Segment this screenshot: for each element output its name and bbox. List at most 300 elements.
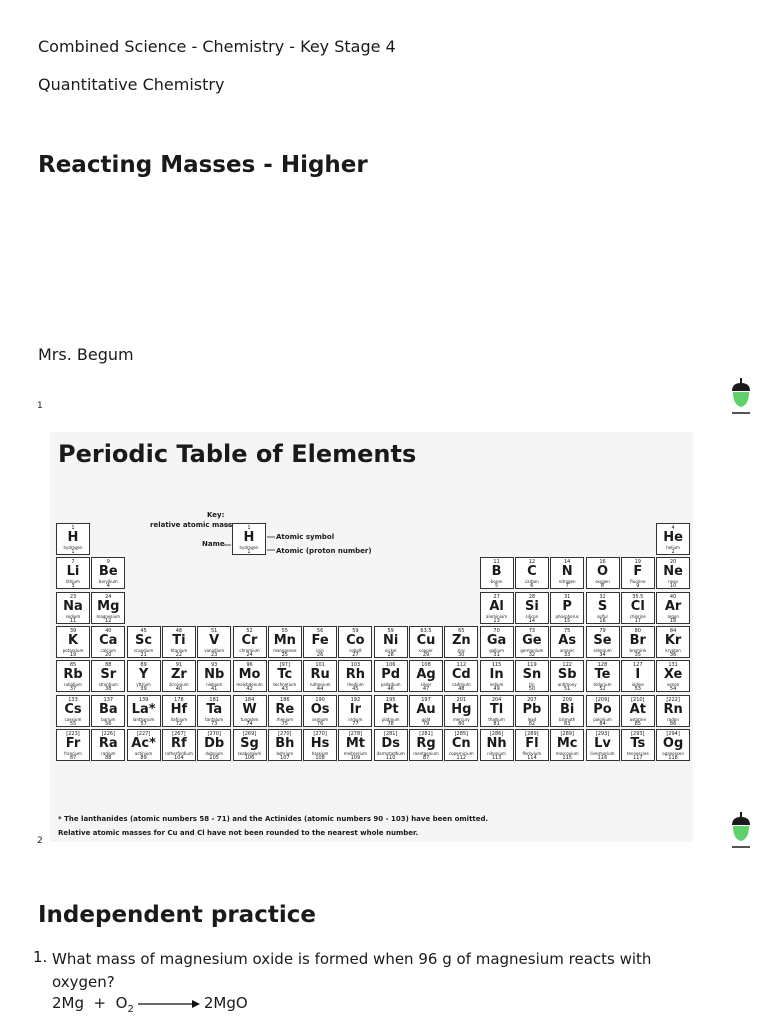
chemical-equation: [52, 994, 248, 1015]
element-cell-rn: [656, 695, 690, 727]
element-symbol: La*: [131, 701, 156, 717]
element-name: flerovium: [522, 750, 542, 756]
element-mass: [226]: [101, 730, 116, 737]
element-number: 88: [105, 754, 112, 761]
element-cell-kr: [656, 626, 690, 658]
element-number: 109: [350, 754, 361, 761]
element-name: livermorium: [590, 750, 615, 756]
element-cell-p: [550, 592, 584, 624]
element-cell-al: [480, 592, 514, 624]
element-mass: [289]: [525, 730, 539, 737]
element-name: zinc: [457, 647, 466, 653]
element-cell-zn: [444, 626, 478, 658]
element-cell-sn: [515, 660, 549, 692]
element-name: nickel: [384, 647, 397, 653]
key-number-label: Atomic (proton number): [276, 547, 372, 555]
element-number: 25: [281, 651, 288, 658]
element-cell-si: [515, 592, 549, 624]
element-symbol: Be: [98, 564, 118, 580]
element-mass: 48: [175, 627, 183, 634]
element-number: 35: [634, 651, 641, 658]
equation-subscript: 2: [127, 1004, 134, 1015]
element-mass: 39: [69, 627, 77, 634]
element-name: rutherfordium: [164, 750, 193, 756]
element-mass: 73: [528, 627, 536, 634]
element-mass: 197: [421, 696, 431, 703]
element-name: iodine: [631, 682, 644, 688]
element-mass: [209]: [595, 696, 610, 703]
element-cell-ti: [162, 626, 196, 658]
element-mass: 75: [564, 627, 571, 634]
element-number: 19: [69, 651, 77, 658]
element-symbol: He: [663, 530, 683, 545]
element-number: 118: [668, 754, 678, 761]
element-cell-mo: [233, 660, 267, 692]
element-name: arsenic: [559, 647, 575, 653]
element-number: 23: [211, 651, 218, 658]
element-number: 8: [600, 583, 605, 590]
element-mass: 85: [69, 662, 77, 669]
element-symbol: S: [597, 598, 608, 614]
element-mass: [223]: [66, 730, 80, 737]
element-symbol: Nh: [486, 735, 507, 751]
element-mass: [269]: [242, 730, 257, 737]
element-symbol: Al: [489, 598, 504, 614]
element-cell-bi: [550, 695, 584, 727]
element-symbol: Ge: [522, 632, 542, 648]
element-mass: 103: [350, 662, 361, 669]
element-cell-po: [586, 695, 620, 727]
equation-reactants: 2Mg + O: [52, 994, 128, 1012]
element-name: carbon: [524, 579, 539, 585]
element-symbol: Xe: [663, 667, 683, 683]
element-name: rhenium: [276, 716, 294, 722]
element-number: 81: [493, 720, 500, 727]
element-name: polonium: [593, 716, 612, 722]
element-number: 6: [530, 583, 534, 590]
element-mass: [286]: [489, 730, 504, 737]
element-name: rubidium: [64, 682, 82, 688]
element-number: 42: [246, 686, 253, 693]
element-mass: [278]: [348, 730, 363, 737]
element-symbol: Sg: [240, 735, 259, 751]
element-mass: 101: [315, 662, 325, 669]
element-number: 49: [493, 686, 500, 693]
element-symbol: Ba: [98, 701, 118, 717]
element-number: 46: [387, 686, 394, 693]
element-symbol: Rf: [171, 735, 187, 751]
element-name: tantalum: [205, 716, 224, 722]
element-symbol: Db: [204, 735, 225, 751]
element-mass: 93: [211, 662, 218, 669]
element-mass: 65: [458, 627, 465, 634]
equation-product: 2MgO: [203, 994, 248, 1012]
element-mass: 11: [493, 559, 500, 566]
element-symbol: Au: [416, 701, 436, 717]
element-symbol: Hg: [451, 701, 472, 717]
element-number: 72: [175, 720, 183, 727]
element-mass: 51: [211, 627, 218, 634]
element-name: germanium: [520, 647, 544, 653]
element-symbol: P: [562, 598, 572, 614]
element-cell-te: [586, 660, 620, 692]
element-mass: 108: [421, 662, 431, 669]
element-mass: 204: [491, 696, 502, 703]
element-mass: [293]: [595, 730, 610, 737]
element-mass: 88: [105, 662, 112, 669]
element-symbol: Mc: [556, 735, 578, 751]
element-cell-f: [621, 557, 655, 589]
key-example-number: 1: [247, 549, 251, 555]
element-name: niobium: [206, 682, 223, 688]
element-symbol: Tc: [277, 667, 293, 683]
element-cell-at: [621, 695, 655, 727]
element-mass: 32: [599, 593, 606, 600]
element-number: 86: [669, 720, 677, 727]
element-name: caesium: [64, 716, 82, 722]
element-cell-ar: [656, 592, 690, 624]
element-mass: 186: [280, 696, 290, 703]
element-mass: 35.5: [632, 593, 644, 600]
key-symbol-label: Atomic symbol: [276, 533, 335, 541]
element-cell-li: [56, 557, 90, 589]
element-symbol: Y: [138, 667, 149, 683]
element-mass: 201: [456, 696, 467, 703]
element-mass: 9: [106, 559, 110, 566]
question-text: What mass of magnesium oxide is formed when 96 g of magnesium reacts with oxygen?: [52, 950, 652, 991]
element-mass: 184: [244, 696, 255, 703]
element-symbol: Fl: [525, 735, 539, 751]
element-symbol: Zn: [451, 632, 471, 648]
element-mass: [222]: [666, 696, 680, 703]
element-name: technetium: [273, 682, 297, 688]
element-mass: 59: [387, 627, 394, 634]
element-mass: 122: [562, 662, 572, 669]
element-cell-be: [91, 557, 125, 589]
element-name: chlorine: [629, 613, 646, 619]
element-cell-cd: [444, 660, 478, 692]
element-mass: [97]: [279, 662, 290, 669]
element-name: thallium: [488, 716, 505, 722]
element-cell-ag: [409, 660, 443, 692]
element-name: xenon: [666, 682, 680, 688]
element-name: antimony: [557, 682, 577, 688]
element-mass: [270]: [278, 730, 292, 737]
element-number: 26: [316, 651, 324, 658]
element-number: 116: [597, 754, 608, 761]
element-cell-ra: [91, 729, 125, 761]
element-symbol: Os: [310, 701, 330, 717]
element-cell-ir: [338, 695, 372, 727]
element-number: 75: [281, 720, 288, 727]
element-symbol: C: [527, 564, 537, 580]
element-name: chromium: [239, 647, 260, 653]
element-number: 115: [562, 754, 572, 761]
element-symbol: Ir: [349, 701, 362, 717]
element-name: sulfur: [596, 613, 609, 619]
element-symbol: Cd: [451, 667, 471, 683]
element-symbol: Rb: [63, 667, 83, 683]
element-mass: 119: [527, 662, 537, 669]
element-cell-zr: [162, 660, 196, 692]
element-number: 89: [140, 754, 147, 761]
element-name: seaborgium: [237, 750, 262, 756]
footnote-omitted: * The lanthanides (atomic numbers 58 - 71) and the Actinides (atomic numbers 90 - 103) have been omitted.: [58, 815, 489, 823]
element-mass: 181: [209, 696, 219, 703]
element-mass: 106: [385, 662, 396, 669]
element-cell-as: [550, 626, 584, 658]
element-symbol: Ru: [310, 667, 330, 683]
element-cell-w: [233, 695, 267, 727]
element-number: 24: [246, 651, 253, 658]
element-symbol: Li: [66, 564, 80, 580]
key-example-symbol: H: [243, 530, 255, 545]
element-symbol: Ag: [416, 667, 436, 683]
element-cell-rh: [338, 660, 372, 692]
element-mass: [289]: [560, 730, 574, 737]
element-mass: 56: [316, 627, 324, 634]
element-name: strontium: [98, 682, 118, 688]
element-number: 7: [565, 583, 569, 590]
element-name: titanium: [170, 647, 188, 653]
element-mass: 31: [564, 593, 571, 600]
element-symbol: Fe: [311, 632, 329, 648]
element-cell-nb: [197, 660, 231, 692]
element-symbol: O: [596, 564, 609, 580]
element-symbol: Ra: [98, 735, 118, 751]
element-number: 74: [246, 720, 253, 727]
periodic-table-title: Periodic Table of Elements: [58, 440, 417, 468]
element-number: 107: [280, 754, 290, 761]
element-number: 112: [456, 754, 467, 761]
element-name: lead: [527, 716, 537, 722]
element-symbol: Hf: [170, 701, 188, 717]
element-number: 73: [211, 720, 218, 727]
page-number: 2: [37, 836, 43, 846]
element-symbol: Ne: [663, 564, 683, 580]
element-cell-cl: [621, 592, 655, 624]
element-number: 55: [69, 720, 77, 727]
element-name: silver: [420, 682, 432, 688]
element-name: beryllium: [98, 579, 118, 585]
element-cell-xe: [656, 660, 690, 692]
element-cell-v: [197, 626, 231, 658]
element-symbol: Ti: [172, 632, 186, 648]
element-number: 5: [495, 583, 499, 590]
element-number: 36: [669, 651, 677, 658]
element-name: sodium: [65, 613, 81, 619]
element-mass: 40: [669, 593, 677, 600]
element-name: magnesium: [96, 613, 121, 619]
element-symbol: Mn: [273, 632, 296, 648]
element-cell-ga: [480, 626, 514, 658]
element-cell-ge: [515, 626, 549, 658]
element-cell-pb: [515, 695, 549, 727]
element-name: platinum: [381, 716, 400, 722]
element-symbol: Fr: [65, 735, 81, 751]
element-number: 51: [564, 686, 571, 693]
element-name: hassium: [311, 750, 329, 756]
element-name: indium: [489, 682, 504, 688]
element-symbol: Mt: [345, 735, 365, 751]
element-mass: 45: [140, 627, 147, 634]
element-mass: 24: [105, 593, 112, 600]
element-symbol: As: [558, 632, 577, 648]
element-number: 106: [244, 754, 255, 761]
element-name: ruthenium: [309, 682, 331, 688]
element-cell-cu: [409, 626, 443, 658]
element-cell-y: [127, 660, 161, 692]
element-name: phosphorus: [555, 613, 579, 619]
element-name: iridium: [348, 716, 363, 722]
element-symbol: Ts: [630, 735, 646, 751]
element-name: bohrium: [276, 750, 294, 756]
element-name: mercury: [452, 716, 470, 722]
element-name: tennessine: [626, 750, 649, 756]
element-name: dubnium: [205, 750, 224, 756]
element-symbol: Ni: [383, 632, 399, 648]
section-heading: Independent practice: [38, 902, 316, 928]
element-symbol: N: [561, 564, 573, 580]
element-cell-ni: [374, 626, 408, 658]
element-symbol: Bi: [560, 701, 575, 717]
element-symbol: Kr: [664, 632, 682, 648]
element-number: 30: [458, 651, 465, 658]
element-cell-rf: [162, 729, 196, 761]
element-name: oxygen: [595, 579, 610, 585]
element-number: 17: [634, 617, 641, 624]
element-name: boron: [490, 579, 503, 585]
key-heading: Key:: [207, 511, 225, 519]
subject-line: Combined Science - Chemistry - Key Stage 4: [38, 37, 396, 56]
element-mass: 192: [350, 696, 361, 703]
element-number: 40: [175, 686, 183, 693]
element-cell-b: [480, 557, 514, 589]
element-number: 22: [175, 651, 183, 658]
element-cell-h: [56, 523, 90, 555]
element-number: 1: [71, 549, 75, 555]
element-name: rhodium: [347, 682, 364, 688]
key-name-label: Name: [202, 540, 225, 548]
teacher-name: Mrs. Begum: [38, 345, 134, 364]
element-number: 108: [315, 754, 325, 761]
element-symbol: Mo: [238, 667, 261, 683]
element-symbol: Ga: [486, 632, 507, 648]
element-number: 27: [352, 651, 359, 658]
element-mass: [281]: [383, 730, 398, 737]
element-mass: 79: [599, 627, 606, 634]
element-number: 29: [422, 651, 430, 658]
element-mass: 70: [493, 627, 500, 634]
element-mass: 84: [669, 627, 677, 634]
element-number: 48: [458, 686, 465, 693]
element-number: 45: [352, 686, 359, 693]
element-mass: 127: [633, 662, 643, 669]
element-symbol: Ds: [381, 735, 400, 751]
element-symbol: Ac*: [131, 735, 156, 751]
element-number: 9: [636, 583, 640, 590]
element-symbol: Te: [594, 667, 611, 683]
element-mass: 133: [68, 696, 78, 703]
element-cell-cn: [444, 729, 478, 761]
acorn-icon: [730, 377, 752, 415]
element-cell-ac: [127, 729, 161, 761]
element-number: 16: [599, 617, 606, 624]
element-mass: 19: [634, 559, 641, 566]
element-number: 3: [71, 583, 75, 590]
element-number: 14: [528, 617, 536, 624]
element-cell-i: [621, 660, 655, 692]
element-name: meitnerium: [343, 750, 367, 756]
element-symbol: Sb: [557, 667, 577, 683]
element-number: 43: [281, 686, 288, 693]
element-name: gallium: [489, 647, 504, 653]
key-arrows: [180, 520, 290, 560]
element-cell-hs: [303, 729, 337, 761]
element-mass: 14: [564, 559, 571, 566]
element-name: molybdenum: [236, 682, 263, 688]
element-number: 37: [69, 686, 77, 693]
element-number: 82: [528, 720, 536, 727]
element-number: 117: [633, 754, 643, 761]
element-name: zirconium: [169, 682, 189, 688]
element-symbol: Co: [346, 632, 365, 648]
element-cell-sc: [127, 626, 161, 658]
element-cell-cs: [56, 695, 90, 727]
element-symbol: Cr: [241, 632, 258, 648]
element-number: 34: [599, 651, 606, 658]
element-name: neon: [668, 579, 679, 585]
element-name: helium: [666, 545, 680, 550]
element-cell-fe: [303, 626, 337, 658]
element-cell-o: [586, 557, 620, 589]
element-symbol: Og: [662, 735, 684, 751]
element-symbol: At: [629, 701, 646, 717]
element-number: 83: [564, 720, 571, 727]
element-name: bromine: [629, 647, 647, 653]
element-name: krypton: [665, 647, 681, 653]
element-cell-mt: [338, 729, 372, 761]
element-name: oganesson: [662, 750, 684, 756]
element-cell-sb: [550, 660, 584, 692]
element-cell-c: [515, 557, 549, 589]
element-number: 41: [211, 686, 218, 693]
element-number: 110: [385, 754, 396, 761]
reaction-arrow-icon: [138, 999, 200, 1009]
element-mass: [293]: [631, 730, 645, 737]
element-symbol: Pt: [382, 701, 399, 717]
element-name: roentgenium: [413, 750, 439, 756]
element-mass: [210]: [631, 696, 645, 703]
element-number: 79: [422, 720, 430, 727]
acorn-icon: [730, 811, 752, 849]
element-cell-pd: [374, 660, 408, 692]
element-number: 10: [669, 583, 677, 590]
element-name: calcium: [100, 647, 117, 653]
element-cell-ta: [197, 695, 231, 727]
element-number: 113: [491, 754, 502, 761]
element-cell-ru: [303, 660, 337, 692]
element-symbol: Br: [629, 632, 646, 648]
element-cell-mg: [91, 592, 125, 624]
element-name: palladium: [380, 682, 401, 688]
element-cell-co: [338, 626, 372, 658]
element-name: lithium: [66, 579, 80, 585]
element-mass: [285]: [454, 730, 469, 737]
element-cell-br: [621, 626, 655, 658]
element-name: astatine: [629, 716, 646, 722]
element-number: 77: [352, 720, 359, 727]
